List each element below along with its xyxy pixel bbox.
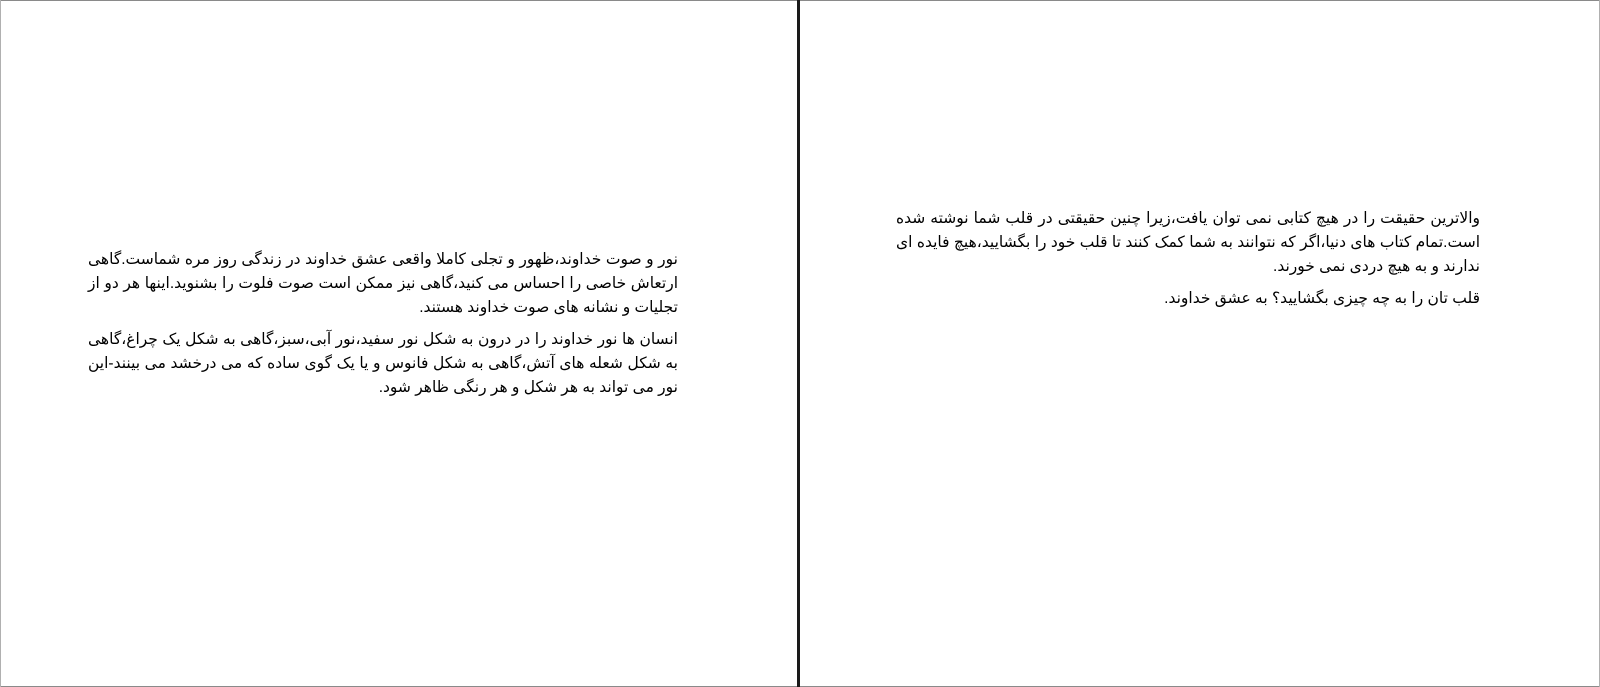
left-paragraph-1: نور و صوت خداوند،ظهور و تجلی کاملا واقعی عشق خداوند در زندگی روز مره شماست.گاهی ارتعاش خاصی را احساس می کنید،گاهی نیز ممکن است صوت فلوت را بشنوید.اینها هر دو از تجلیات و نشانه های صوت خداوند هستند.: [88, 251, 678, 316]
right-paragraph-1: والاترین حقیقت را در هیچ کتابی نمی توان یافت،زیرا چنین حقیقتی در قلب شما نوشته شده است.تمام کتاب های دنیا،اگر که نتوانند به شما کمک کنند تا قلب خود را بگشایید،هیچ فایده ای ندارند و به هیچ دردی نمی خورند.: [896, 210, 1480, 275]
right-paragraph-2: قلب تان را به چه چیزی بگشایید؟ به عشق خداوند.: [1164, 290, 1480, 307]
left-page: [0, 0, 797, 687]
left-paragraph-2: انسان ها نور خداوند را در درون به شکل نور سفید،نور آبی،سبز،گاهی به شکل یک چراغ،گاهی به شکل شعله های آتش،گاهی به شکل فانوس و یا یک گوی ساده که می درخشد می بینند-این نور می تواند به هر شکل و هر رنگی ظاهر شود.: [88, 331, 678, 396]
left-page-text: [88, 248, 678, 408]
right-page: [800, 0, 1600, 687]
right-page-text: [896, 207, 1480, 319]
